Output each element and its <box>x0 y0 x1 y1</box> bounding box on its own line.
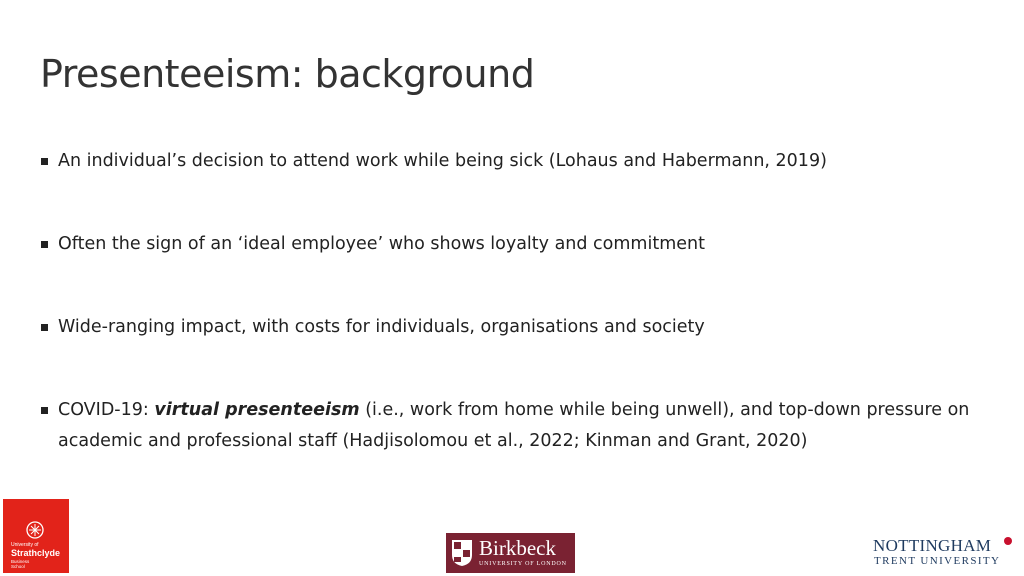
bullet-square-icon <box>41 158 48 165</box>
bullet-text <box>58 395 1000 457</box>
ntu-dot-icon <box>1004 537 1012 545</box>
strathclyde-line3: Business School <box>11 559 30 569</box>
ntu-name: NOTTINGHAM <box>873 536 992 555</box>
bullet-text: Wide-ranging impact, with costs for individuals, organisations and society <box>58 317 705 337</box>
bullet-square-icon <box>41 407 48 414</box>
birkbeck-name: Birkbeck <box>479 536 556 560</box>
ntu-sub: TRENT UNIVERSITY <box>874 555 1001 567</box>
bullet-item <box>40 395 1000 457</box>
birkbeck-logo <box>446 533 575 573</box>
bullet-square-icon <box>41 241 48 248</box>
strathclyde-crest-icon <box>26 521 44 539</box>
bullet-item <box>40 229 1000 260</box>
strathclyde-logo <box>3 499 69 573</box>
birkbeck-sub: UNIVERSITY OF LONDON <box>479 561 567 567</box>
strathclyde-line2: Strathclyde <box>11 548 61 558</box>
strathclyde-line1: University of <box>11 542 39 548</box>
bullet-prefix: COVID-19: <box>58 400 155 420</box>
bullet-emphasis: virtual presenteeism <box>154 400 360 420</box>
bullet-text: Often the sign of an ‘ideal employee’ who shows loyalty and commitment <box>58 234 705 254</box>
bullet-square-icon <box>41 324 48 331</box>
ntu-logo <box>873 536 1013 572</box>
bullet-text: An individual’s decision to attend work while being sick (Lohaus and Habermann, 2019) <box>58 151 827 171</box>
bullet-item <box>40 146 1000 177</box>
slide-title: Presenteeism: background <box>40 52 535 96</box>
birkbeck-crest-icon <box>451 539 473 567</box>
bullet-suffix: (i.e., work from home while being unwell), and top-down pressure on academic and professional staff (Hadjisolomou et al., 2022; Kinman and Grant, 2020) <box>58 400 970 451</box>
bullet-item <box>40 312 1000 343</box>
